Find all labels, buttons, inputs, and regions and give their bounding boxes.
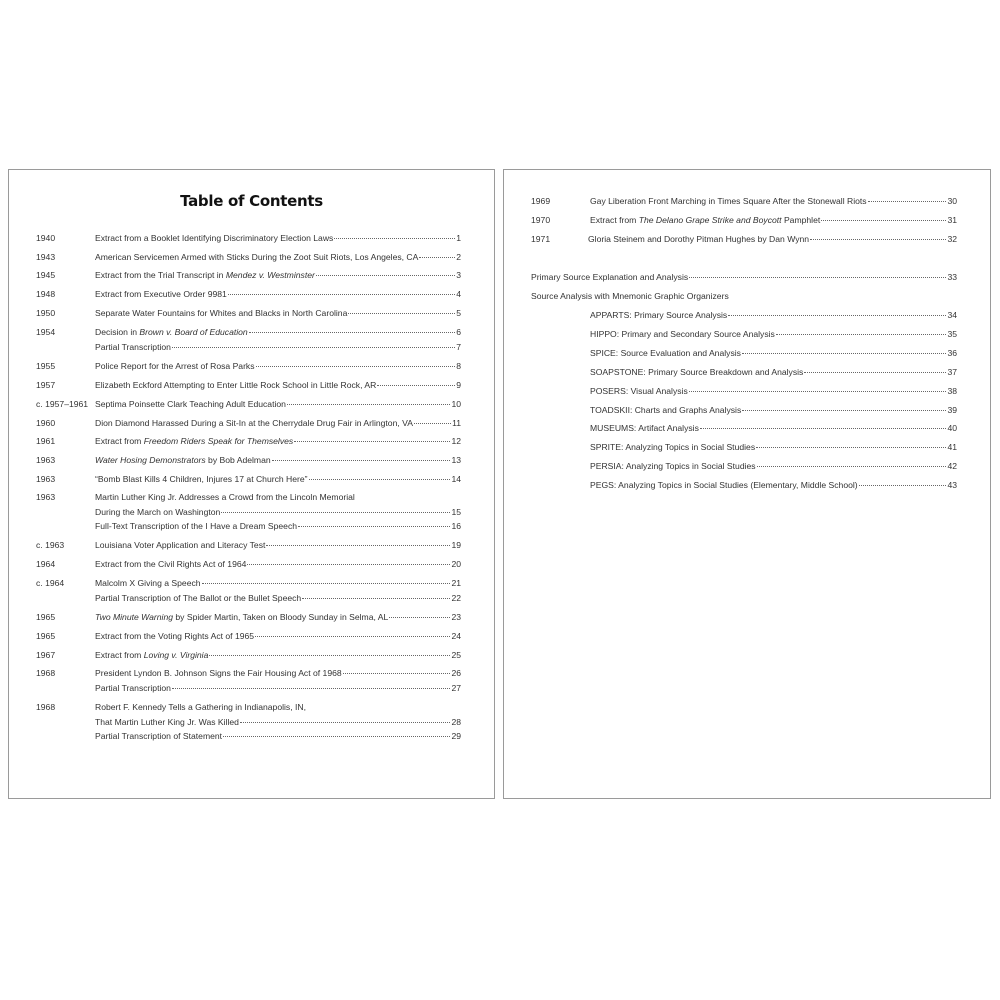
toc-year: 1971 (531, 234, 551, 244)
toc-entry-title (590, 329, 775, 339)
page-number: 36 (947, 347, 957, 358)
toc-entry-title (95, 507, 220, 517)
title-text: Septima Poinsette Clark Teaching Adult Education (95, 399, 286, 409)
dot-leader (689, 277, 946, 278)
toc-entry-title (590, 215, 820, 225)
page-number: 8 (456, 361, 461, 371)
toc-entry-title (95, 650, 208, 660)
italic-title: Two Minute Warning (95, 612, 174, 622)
toc-year: 1955 (36, 361, 56, 371)
toc-entry-title (95, 717, 239, 727)
toc-line[interactable] (95, 540, 461, 552)
toc-year: 1963 (36, 474, 56, 484)
toc-line[interactable] (531, 272, 957, 284)
toc-entry-title (95, 233, 333, 243)
page-number: 11 (452, 418, 461, 428)
page-title: Table of Contents (180, 192, 323, 210)
title-text: TOADSKII: Charts and Graphs Analysis (590, 404, 742, 415)
title-text: American Servicemen Armed with Sticks During the Zoot Suit Riots, Los Angeles, CA (95, 252, 419, 262)
dot-leader (414, 423, 451, 424)
toc-year: 1970 (531, 215, 551, 225)
toc-entry-title (95, 361, 255, 371)
dot-leader (266, 545, 450, 546)
title-text: Extract from (590, 215, 639, 225)
toc-entry-title (95, 631, 254, 641)
title-text: HIPPO: Primary and Secondary Source Analysis (590, 328, 775, 339)
toc-entry-title (95, 289, 227, 299)
title-text: SPICE: Source Evaluation and Analysis (590, 347, 741, 358)
toc-entry-title (95, 578, 201, 588)
page-number: 16 (451, 521, 461, 531)
page-number: 33 (947, 272, 957, 282)
title-text: Extract from (95, 650, 144, 660)
dot-leader (247, 564, 450, 565)
dot-leader (821, 220, 946, 221)
page-number: 40 (947, 423, 957, 434)
toc-line[interactable] (95, 327, 461, 339)
dot-leader (202, 583, 451, 584)
dot-leader (255, 636, 450, 637)
toc-line[interactable] (590, 423, 957, 435)
toc-line[interactable] (590, 215, 957, 227)
dot-leader (223, 736, 450, 737)
toc-entry-title (590, 423, 699, 433)
title-text: Extract from the Trial Transcript in (95, 270, 226, 280)
toc-year: 1969 (531, 196, 551, 206)
toc-line[interactable] (590, 348, 957, 360)
toc-entry-title (95, 327, 248, 337)
toc-entry-title (95, 308, 347, 318)
toc-line[interactable] (95, 308, 461, 320)
toc-line[interactable] (590, 442, 957, 454)
toc-line[interactable] (95, 702, 461, 714)
title-text: Pamphlet (781, 215, 821, 225)
title-text: POSERS: Visual Analysis (590, 385, 688, 396)
toc-line[interactable] (588, 234, 957, 246)
toc-line[interactable] (95, 474, 461, 486)
toc-entry-title (588, 234, 809, 244)
toc-line[interactable] (95, 455, 461, 467)
dot-leader (389, 617, 450, 618)
toc-entry-title (590, 367, 803, 377)
italic-title: Mendez v. Westminster (225, 270, 315, 280)
dot-leader (221, 512, 450, 513)
page-number: 21 (451, 578, 461, 588)
toc-line[interactable] (95, 436, 461, 448)
title-text: Decision in (95, 327, 140, 337)
toc-line[interactable] (95, 233, 461, 245)
toc-entry-title (95, 668, 342, 678)
dot-leader (810, 239, 946, 240)
dot-leader (742, 353, 946, 354)
page-number: 5 (456, 308, 461, 318)
toc-entry-title (95, 521, 297, 531)
toc-line[interactable] (95, 380, 461, 392)
toc-year: c. 1963 (36, 540, 65, 550)
italic-title: Freedom Riders Speak for Themselves (143, 436, 294, 446)
toc-line[interactable] (531, 291, 957, 303)
page-number: 20 (451, 559, 461, 569)
page-number: 3 (456, 270, 461, 280)
title-text: by Spider Martin, Taken on Bloody Sunday in Selma, AL (173, 612, 389, 622)
toc-line[interactable] (590, 367, 957, 379)
title-text: Martin Luther King Jr. Addresses a Crowd from the Lincoln Memorial (95, 492, 355, 502)
title-text: That Martin Luther King Jr. Was Killed (95, 716, 239, 727)
title-text: Source Analysis with Mnemonic Graphic Organizers (531, 291, 729, 301)
toc-line[interactable] (590, 329, 957, 341)
toc-line[interactable] (590, 405, 957, 417)
page-number: 24 (451, 631, 461, 641)
title-text: Extract from (95, 436, 144, 446)
dot-leader (298, 526, 450, 527)
title-text: During the March on Washington (95, 506, 221, 517)
title-text: MUSEUMS: Artifact Analysis (590, 423, 699, 434)
title-text: Extract from the Voting Rights Act of 1965 (95, 631, 255, 641)
page-number: 43 (947, 480, 957, 491)
toc-year: 1963 (36, 492, 56, 502)
title-text: Full-Text Transcription of the I Have a Dream Speech (95, 521, 298, 531)
title-text: Elizabeth Eckford Attempting to Enter Little Rock School in Little Rock, AR (95, 380, 377, 390)
page-number: 34 (947, 310, 957, 320)
title-text: President Lyndon B. Johnson Signs the Fair Housing Act of 1968 (95, 668, 342, 678)
title-text: “Bomb Blast Kills 4 Children, Injures 17 at Church Here” (95, 474, 308, 484)
toc-year: 1945 (36, 270, 56, 280)
title-text: Dion Diamond Harassed During a Sit-In at the Cherrydale Drug Fair in Arlington, VA (95, 418, 413, 428)
page-number: 38 (947, 385, 957, 396)
toc-entry-title (95, 252, 418, 262)
toc-line[interactable] (95, 578, 461, 590)
title-text: Malcolm X Giving a Speech (95, 578, 201, 588)
dot-leader (689, 391, 947, 392)
dot-leader (294, 441, 450, 442)
toc-line[interactable] (95, 270, 461, 282)
toc-year: 1940 (36, 233, 56, 243)
toc-year: 1968 (36, 668, 56, 678)
page-number: 13 (451, 455, 461, 465)
page-number: 14 (451, 474, 461, 484)
dot-leader (272, 460, 451, 461)
toc-entry-title (531, 291, 729, 301)
page-number: 28 (451, 716, 461, 727)
toc-line[interactable] (590, 196, 957, 208)
title-text: Police Report for the Arrest of Rosa Parks (95, 361, 255, 371)
title-text: Primary Source Explanation and Analysis (531, 272, 689, 282)
page-number: 4 (456, 289, 461, 299)
toc-year: 1950 (36, 308, 56, 318)
page-number: 9 (456, 380, 461, 390)
toc-line[interactable] (95, 399, 461, 411)
page-number: 27 (451, 682, 461, 693)
toc-entry-title (590, 196, 867, 206)
toc-year: 1963 (36, 455, 56, 465)
title-text: Gay Liberation Front Marching in Times Square After the Stonewall Riots (590, 196, 867, 206)
toc-entry-title (95, 455, 271, 465)
title-text: Extract from the Civil Rights Act of 1964 (95, 559, 247, 569)
toc-line[interactable] (95, 650, 461, 662)
toc-year: 1964 (36, 559, 56, 569)
title-text: SOAPSTONE: Primary Source Breakdown and Analysis (590, 366, 804, 377)
toc-entry-title (95, 436, 293, 446)
dot-leader (419, 257, 455, 258)
dot-leader (228, 294, 455, 295)
page-number: 32 (947, 234, 957, 244)
title-text: by Bob Adelman (205, 455, 271, 465)
italic-title: Brown v. Board of Education (139, 327, 248, 337)
dot-leader (804, 372, 946, 373)
title-text: PEGS: Analyzing Topics in Social Studies (Elementary, Middle School) (590, 480, 858, 491)
toc-year: 1957 (36, 380, 56, 390)
dot-leader (756, 447, 946, 448)
toc-entry-title (95, 540, 265, 550)
dot-leader (172, 688, 450, 689)
toc-entry-title (590, 480, 858, 490)
toc-line[interactable] (95, 612, 461, 624)
page-number: 15 (451, 506, 461, 517)
toc-year: 1948 (36, 289, 56, 299)
title-text: Gloria Steinem and Dorothy Pitman Hughes by Dan Wynn (588, 234, 810, 244)
title-text: SPRITE: Analyzing Topics in Social Studies (590, 442, 756, 453)
toc-entry-title (95, 399, 286, 409)
title-text: Partial Transcription (95, 682, 171, 693)
page-number: 12 (451, 436, 461, 446)
title-text: Extract from a Booklet Identifying Discriminatory Election Laws (95, 233, 334, 243)
toc-line[interactable] (95, 717, 461, 729)
toc-entry-title (590, 461, 756, 471)
toc-year: 1967 (36, 650, 56, 660)
page-number: 2 (456, 252, 461, 262)
toc-entry-title (531, 272, 688, 282)
dot-leader (316, 275, 455, 276)
toc-entry-title (95, 270, 315, 280)
toc-entry-title (95, 559, 246, 569)
italic-title: The Delano Grape Strike and Boycott (638, 215, 782, 225)
page-number: 10 (451, 399, 461, 409)
toc-entry-title (95, 380, 376, 390)
toc-entry-title (95, 702, 306, 712)
toc-entry-title (95, 612, 388, 622)
toc-line[interactable] (95, 342, 461, 354)
toc-year: 1965 (36, 631, 56, 641)
toc-entry-title (95, 342, 171, 352)
toc-line[interactable] (95, 631, 461, 643)
dot-leader (742, 410, 946, 411)
toc-line[interactable] (95, 559, 461, 571)
toc-line[interactable] (95, 683, 461, 695)
dot-leader (868, 201, 947, 202)
page-number: 29 (451, 731, 461, 741)
title-text: Partial Transcription (95, 341, 171, 352)
page-number: 42 (947, 461, 957, 472)
title-text: Partial Transcription of The Ballot or the Bullet Speech (95, 592, 302, 603)
toc-entry-title (95, 731, 222, 741)
dot-leader (334, 238, 455, 239)
page-number: 26 (451, 668, 461, 678)
toc-year: 1960 (36, 418, 56, 428)
italic-title: Water Hosing Demonstrators (95, 455, 206, 465)
title-text: Robert F. Kennedy Tells a Gathering in Indianapolis, IN, (95, 702, 306, 712)
page-number: 31 (947, 215, 957, 225)
page-number: 25 (451, 650, 461, 660)
title-text: Extract from Executive Order 9981 (95, 289, 227, 299)
dot-leader (859, 485, 947, 486)
toc-year: 1943 (36, 252, 56, 262)
toc-entry-title (95, 418, 413, 428)
toc-line[interactable] (590, 461, 957, 473)
dot-leader (377, 385, 455, 386)
toc-entry-title (95, 492, 355, 502)
dot-leader (209, 655, 450, 656)
toc-entry-title (590, 386, 688, 396)
dot-leader (240, 722, 451, 723)
toc-year: 1965 (36, 612, 56, 622)
toc-entry-title (590, 405, 741, 415)
dot-leader (343, 673, 451, 674)
toc-entry-title (95, 683, 171, 693)
toc-line[interactable] (95, 492, 461, 504)
toc-line[interactable] (95, 418, 461, 430)
toc-line[interactable] (95, 361, 461, 373)
dot-leader (700, 428, 947, 429)
page-number: 23 (451, 612, 461, 622)
toc-entry-title (95, 593, 301, 603)
dot-leader (172, 347, 455, 348)
title-text: Louisiana Voter Application and Literacy Test (95, 540, 266, 550)
page-number: 22 (451, 592, 461, 603)
toc-line[interactable] (590, 480, 957, 492)
toc-entry-title (590, 442, 755, 452)
toc-entry-title (590, 310, 727, 320)
dot-leader (302, 598, 450, 599)
title-text: PERSIA: Analyzing Topics in Social Studies (590, 461, 756, 472)
title-text: Partial Transcription of Statement (95, 731, 223, 741)
dot-leader (348, 313, 455, 314)
toc-line[interactable] (95, 289, 461, 301)
dot-leader (249, 332, 456, 333)
page-number: 1 (456, 233, 461, 243)
toc-line[interactable] (95, 668, 461, 680)
dot-leader (287, 404, 451, 405)
toc-line[interactable] (95, 731, 461, 743)
toc-entry-title (590, 348, 741, 358)
dot-leader (309, 479, 451, 480)
dot-leader (776, 334, 947, 335)
page-number: 19 (451, 540, 461, 550)
page-number: 39 (947, 404, 957, 415)
left-page (8, 169, 495, 799)
toc-line[interactable] (95, 507, 461, 519)
title-text: Separate Water Fountains for Whites and Blacks in North Carolina (95, 308, 348, 318)
dot-leader (256, 366, 456, 367)
page-number: 7 (456, 341, 461, 352)
toc-year: c. 1957–1961 (36, 399, 89, 409)
dot-leader (728, 315, 946, 316)
italic-title: Loving v. Virginia (143, 650, 209, 660)
toc-line[interactable] (95, 593, 461, 605)
page-number: 41 (947, 442, 957, 453)
page-number: 35 (947, 328, 957, 339)
toc-year: 1961 (36, 436, 56, 446)
toc-entry-title (95, 474, 308, 484)
toc-year: 1954 (36, 327, 56, 337)
page-number: 30 (947, 196, 957, 206)
page-number: 6 (456, 327, 461, 337)
title-text: APPARTS: Primary Source Analysis (590, 310, 728, 320)
page-number: 37 (947, 366, 957, 377)
dot-leader (757, 466, 947, 467)
toc-line[interactable] (95, 521, 461, 533)
toc-year: 1968 (36, 702, 56, 712)
toc-year: c. 1964 (36, 578, 65, 588)
toc-line[interactable] (590, 310, 957, 322)
toc-line[interactable] (590, 386, 957, 398)
toc-line[interactable] (95, 252, 461, 264)
right-page (503, 169, 991, 799)
